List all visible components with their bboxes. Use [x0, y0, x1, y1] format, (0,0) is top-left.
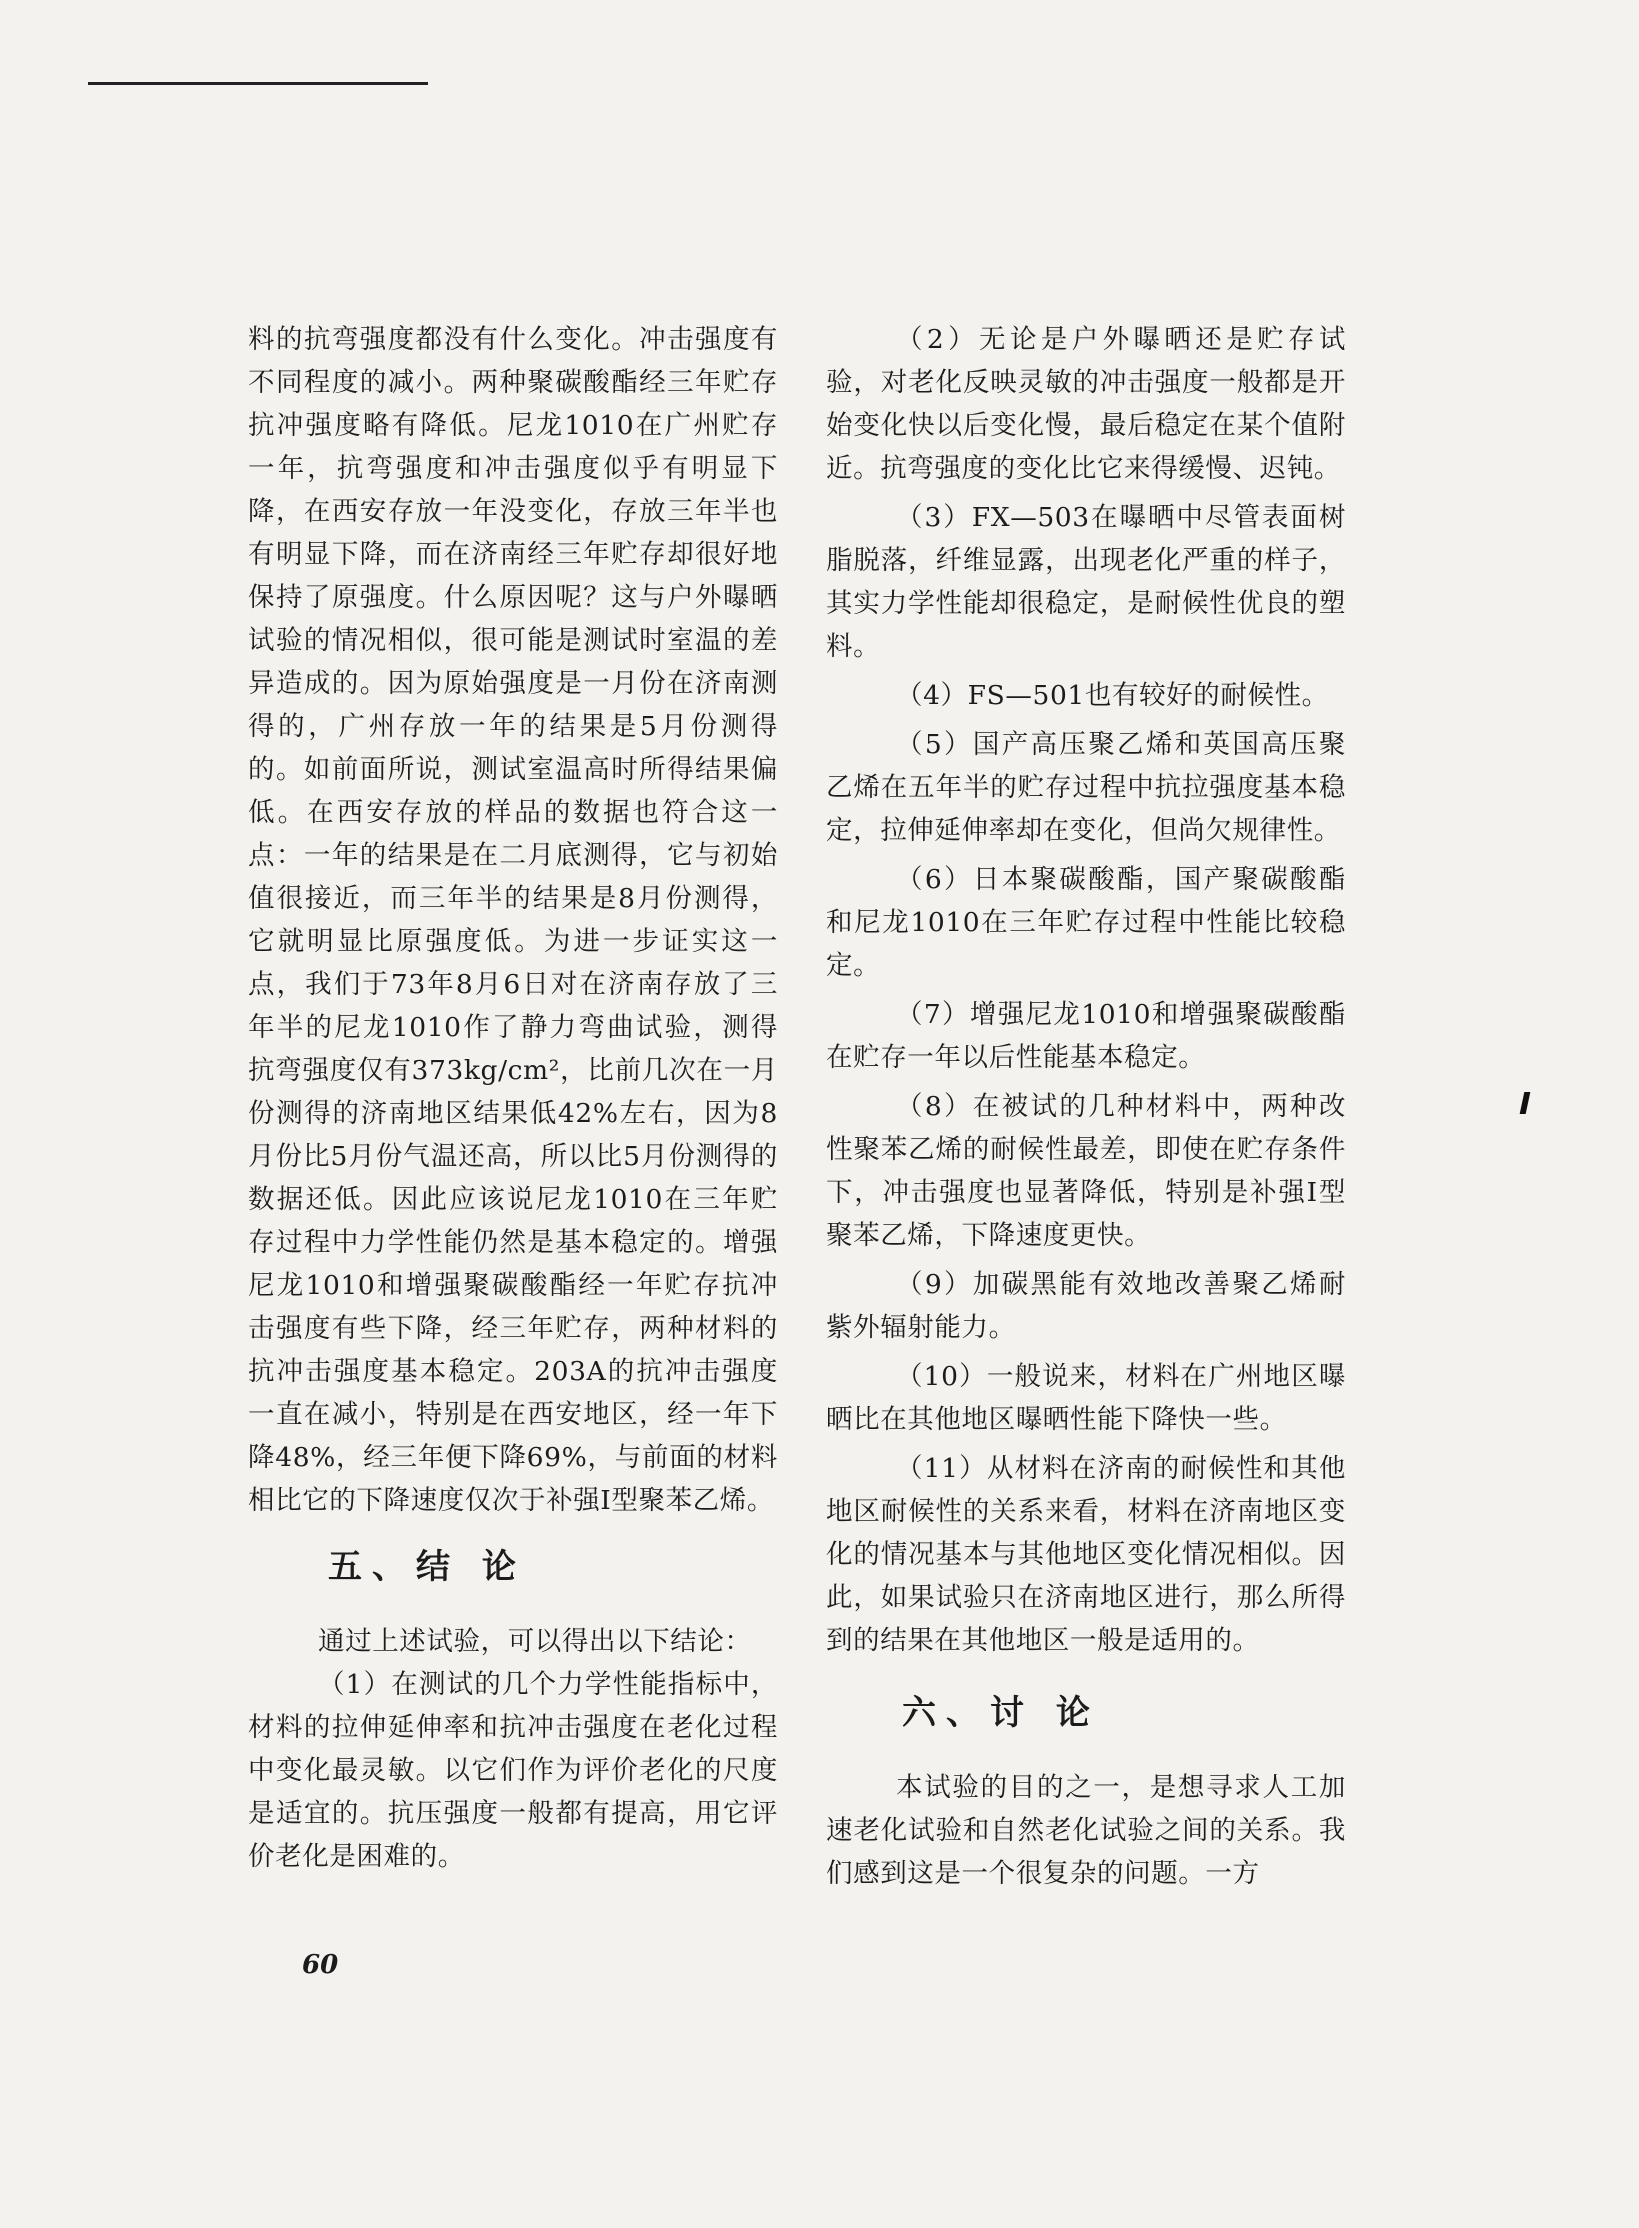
- section-title-conclusions: 五、结 论: [328, 1547, 526, 1587]
- conclusion-item-7: （7）增强尼龙1010和增强聚碳酸酯在贮存一年以后性能基本稳定。: [826, 999, 1346, 1073]
- conclusion-item-11: （11）从材料在济南的耐候性和其他地区耐候性的关系来看，材料在济南地区变化的情况基本与其他地区变化情况相似。因此，如果试验只在济南地区进行，那么所得到的结果在其他地区一般是适用的。: [826, 1453, 1346, 1656]
- margin-mark: [1520, 1092, 1531, 1114]
- conclusion-item-10: （10）一般说来，材料在广州地区曝晒比在其他地区曝晒性能下降快一些。: [826, 1361, 1346, 1435]
- conclusion-item-2: （2）无论是户外曝晒还是贮存试验，对老化反映灵敏的冲击强度一般都是开始变化快以后变化慢，最后稳定在某个值附近。抗弯强度的变化比它来得缓慢、迟钝。: [826, 324, 1346, 484]
- conclusion-item-9: （9）加碳黑能有效地改善聚乙烯耐紫外辐射能力。: [826, 1269, 1346, 1343]
- right-column: [826, 318, 1346, 1895]
- conclusion-item-5: （5）国产高压聚乙烯和英国高压聚乙烯在五年半的贮存过程中抗拉强度基本稳定，拉伸延伸率却在变化，但尚欠规律性。: [826, 729, 1346, 846]
- conclusion-item-6: （6）日本聚碳酸酯，国产聚碳酸酯和尼龙1010在三年贮存过程中性能比较稳定。: [826, 864, 1346, 981]
- discussion-paragraph: 本试验的目的之一，是想寻求人工加速老化试验和自然老化试验之间的关系。我们感到这是一个很复杂的问题。一方: [826, 1772, 1346, 1889]
- section-title-discussion: 六、讨 论: [902, 1693, 1100, 1733]
- header-rule: [88, 82, 428, 85]
- conclusion-intro: 通过上述试验，可以得出以下结论：: [318, 1626, 752, 1657]
- conclusion-item-4: （4）FS—501也有较好的耐候性。: [896, 680, 1329, 711]
- conclusion-item-3: （3）FX—503在曝晒中尽管表面树脂脱落，纤维显露，出现老化严重的样子，其实力学性能却很稳定，是耐候性优良的塑料。: [826, 502, 1346, 662]
- page-number: 60: [302, 1950, 339, 1980]
- conclusion-item-8: （8）在被试的几种材料中，两种改性聚苯乙烯的耐候性最差，即使在贮存条件下，冲击强度也显著降低，特别是补强Ⅰ型聚苯乙烯，下降速度更快。: [826, 1091, 1346, 1251]
- conclusion-item-1: （1）在测试的几个力学性能指标中，材料的拉伸延伸率和抗冲击强度在老化过程中变化最灵敏。以它们作为评价老化的尺度是适宜的。抗压强度一般都有提高，用它评价老化是困难的。: [248, 1669, 778, 1872]
- left-column: [248, 318, 778, 1878]
- body-paragraph: 料的抗弯强度都没有什么变化。冲击强度有不同程度的减小。两种聚碳酸酯经三年贮存抗冲强度略有降低。尼龙1010在广州贮存一年，抗弯强度和冲击强度似乎有明显下降，在西安存放一年没变化，存放三年半也有明显下降，而在济南经三年贮存却很好地保持了原强度。什么原因呢？这与户外曝晒试验的情况相似，很可能是测试时室温的差异造成的。因为原始强度是一月份在济南测得的，广州存放一年的结果是5月份测得的。如前面所说，测试室温高时所得结果偏低。在西安存放的样品的数据也符合这一点：一年的结果是在二月底测得，它与初始值很接近，而三年半的结果是8月份测得，它就明显比原强度低。为进一步证实这一点，我们于73年8月6日对在济南存放了三年半的尼龙1010作了静力弯曲试验，测得抗弯强度仅有373kg/cm²，比前几次在一月份测得的济南地区结果低42%左右，因为8月份比5月份气温还高，所以比5月份测得的数据还低。因此应该说尼龙1010在三年贮存过程中力学性能仍然是基本稳定的。增强尼龙1010和增强聚碳酸酯经一年贮存抗冲击强度有些下降，经三年贮存，两种材料的抗冲击强度基本稳定。203A的抗冲击强度一直在减小，特别是在西安地区，经一年下降48%，经三年便下降69%，与前面的材料相比它的下降速度仅次于补强Ⅰ型聚苯乙烯。: [248, 324, 778, 1516]
